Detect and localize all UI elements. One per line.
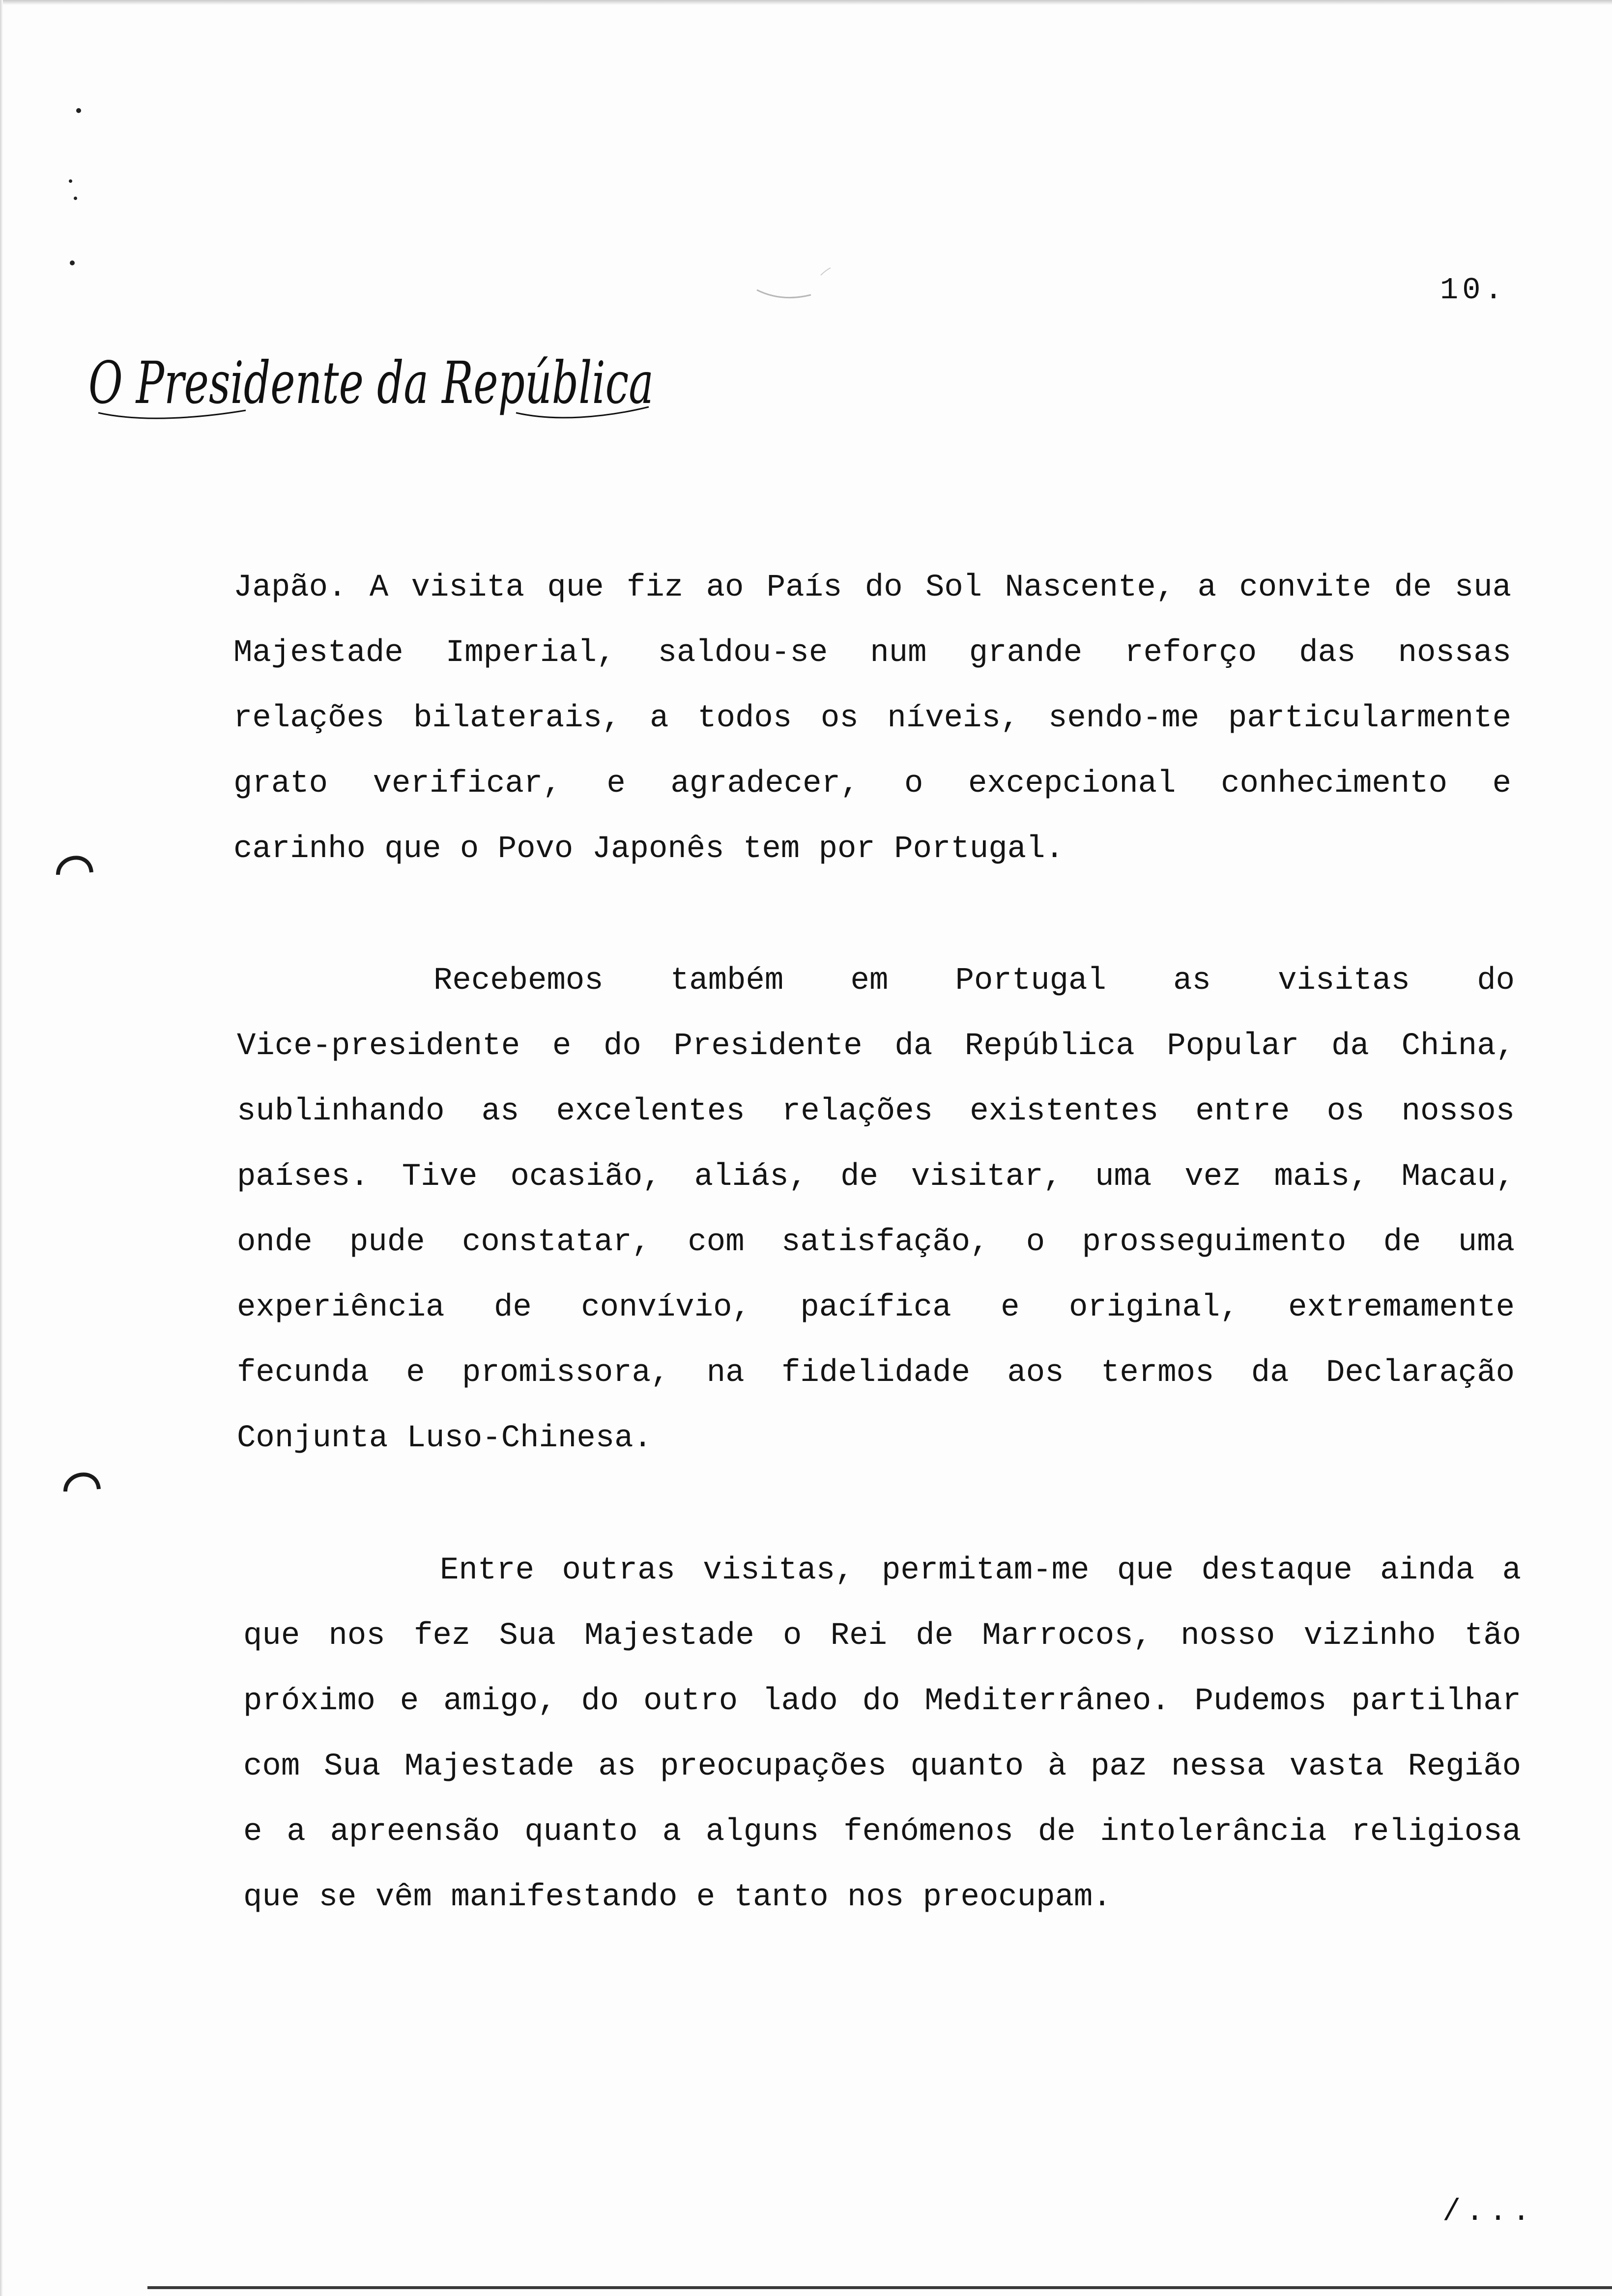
text-line: carinho que o Povo Japonês tem por Portugal. (233, 832, 1064, 867)
svg-text:O Presidente da República: O Presidente da República (88, 349, 654, 417)
scan-smudge (752, 265, 835, 305)
text-line: e a apreensão quanto a alguns fenómenos de intolerância religiosa (243, 1814, 1521, 1850)
text-line: Majestade Imperial, saldou-se num grande reforço das nossas (233, 635, 1511, 671)
paragraph-2 (237, 948, 1515, 1471)
margin-dot (76, 108, 81, 113)
text-line: sublinhando as excelentes relações existentes entre os nossos (237, 1094, 1515, 1129)
text-line: Vice-presidente e do Presidente da República Popular da China, (237, 1029, 1515, 1064)
margin-dot (69, 179, 72, 183)
letterhead-logo (84, 344, 673, 428)
paragraph-1 (233, 555, 1511, 882)
text-line: países. Tive ocasião, aliás, de visitar, uma vez mais, Macau, (237, 1159, 1515, 1195)
text-line: relações bilaterais, a todos os níveis, sendo-me particularmente (233, 701, 1511, 736)
text-line: que se vêm manifestando e tanto nos preocupam. (243, 1880, 1112, 1915)
punch-hole (61, 1462, 101, 1501)
text-line: que nos fez Sua Majestade o Rei de Marrocos, nosso vizinho tão (243, 1618, 1521, 1654)
text-line: Japão. A visita que fiz ao País do Sol Nascente, a convite de sua (233, 570, 1511, 605)
text-line: Entre outras visitas, permitam-me que destaque ainda a (440, 1553, 1521, 1588)
text-line: Recebemos também em Portugal as visitas do (433, 963, 1515, 999)
margin-dot (74, 197, 77, 200)
text-line: Conjunta Luso-Chinesa. (237, 1421, 652, 1456)
text-line: próximo e amigo, do outro lado do Mediterrâneo. Pudemos partilhar (243, 1684, 1521, 1719)
text-line: grato verificar, e agradecer, o excepcional conhecimento e (233, 766, 1511, 802)
scan-top-edge (0, 0, 1612, 5)
continuation-mark: /... (1442, 2194, 1535, 2229)
scan-left-edge (0, 0, 3, 2296)
scan-bottom-edge (147, 2286, 1612, 2289)
text-line: com Sua Majestade as preocupações quanto à paz nessa vasta Região (243, 1749, 1521, 1784)
text-line: onde pude constatar, com satisfação, o prosseguimento de uma (237, 1225, 1515, 1260)
page-number: 10. (1440, 273, 1507, 308)
text-line: fecunda e promissora, na fidelidade aos termos da Declaração (237, 1355, 1515, 1391)
punch-hole (54, 845, 93, 885)
paragraph-3 (243, 1538, 1521, 1930)
text-line: experiência de convívio, pacífica e original, extremamente (237, 1290, 1515, 1325)
margin-dot (70, 260, 75, 265)
